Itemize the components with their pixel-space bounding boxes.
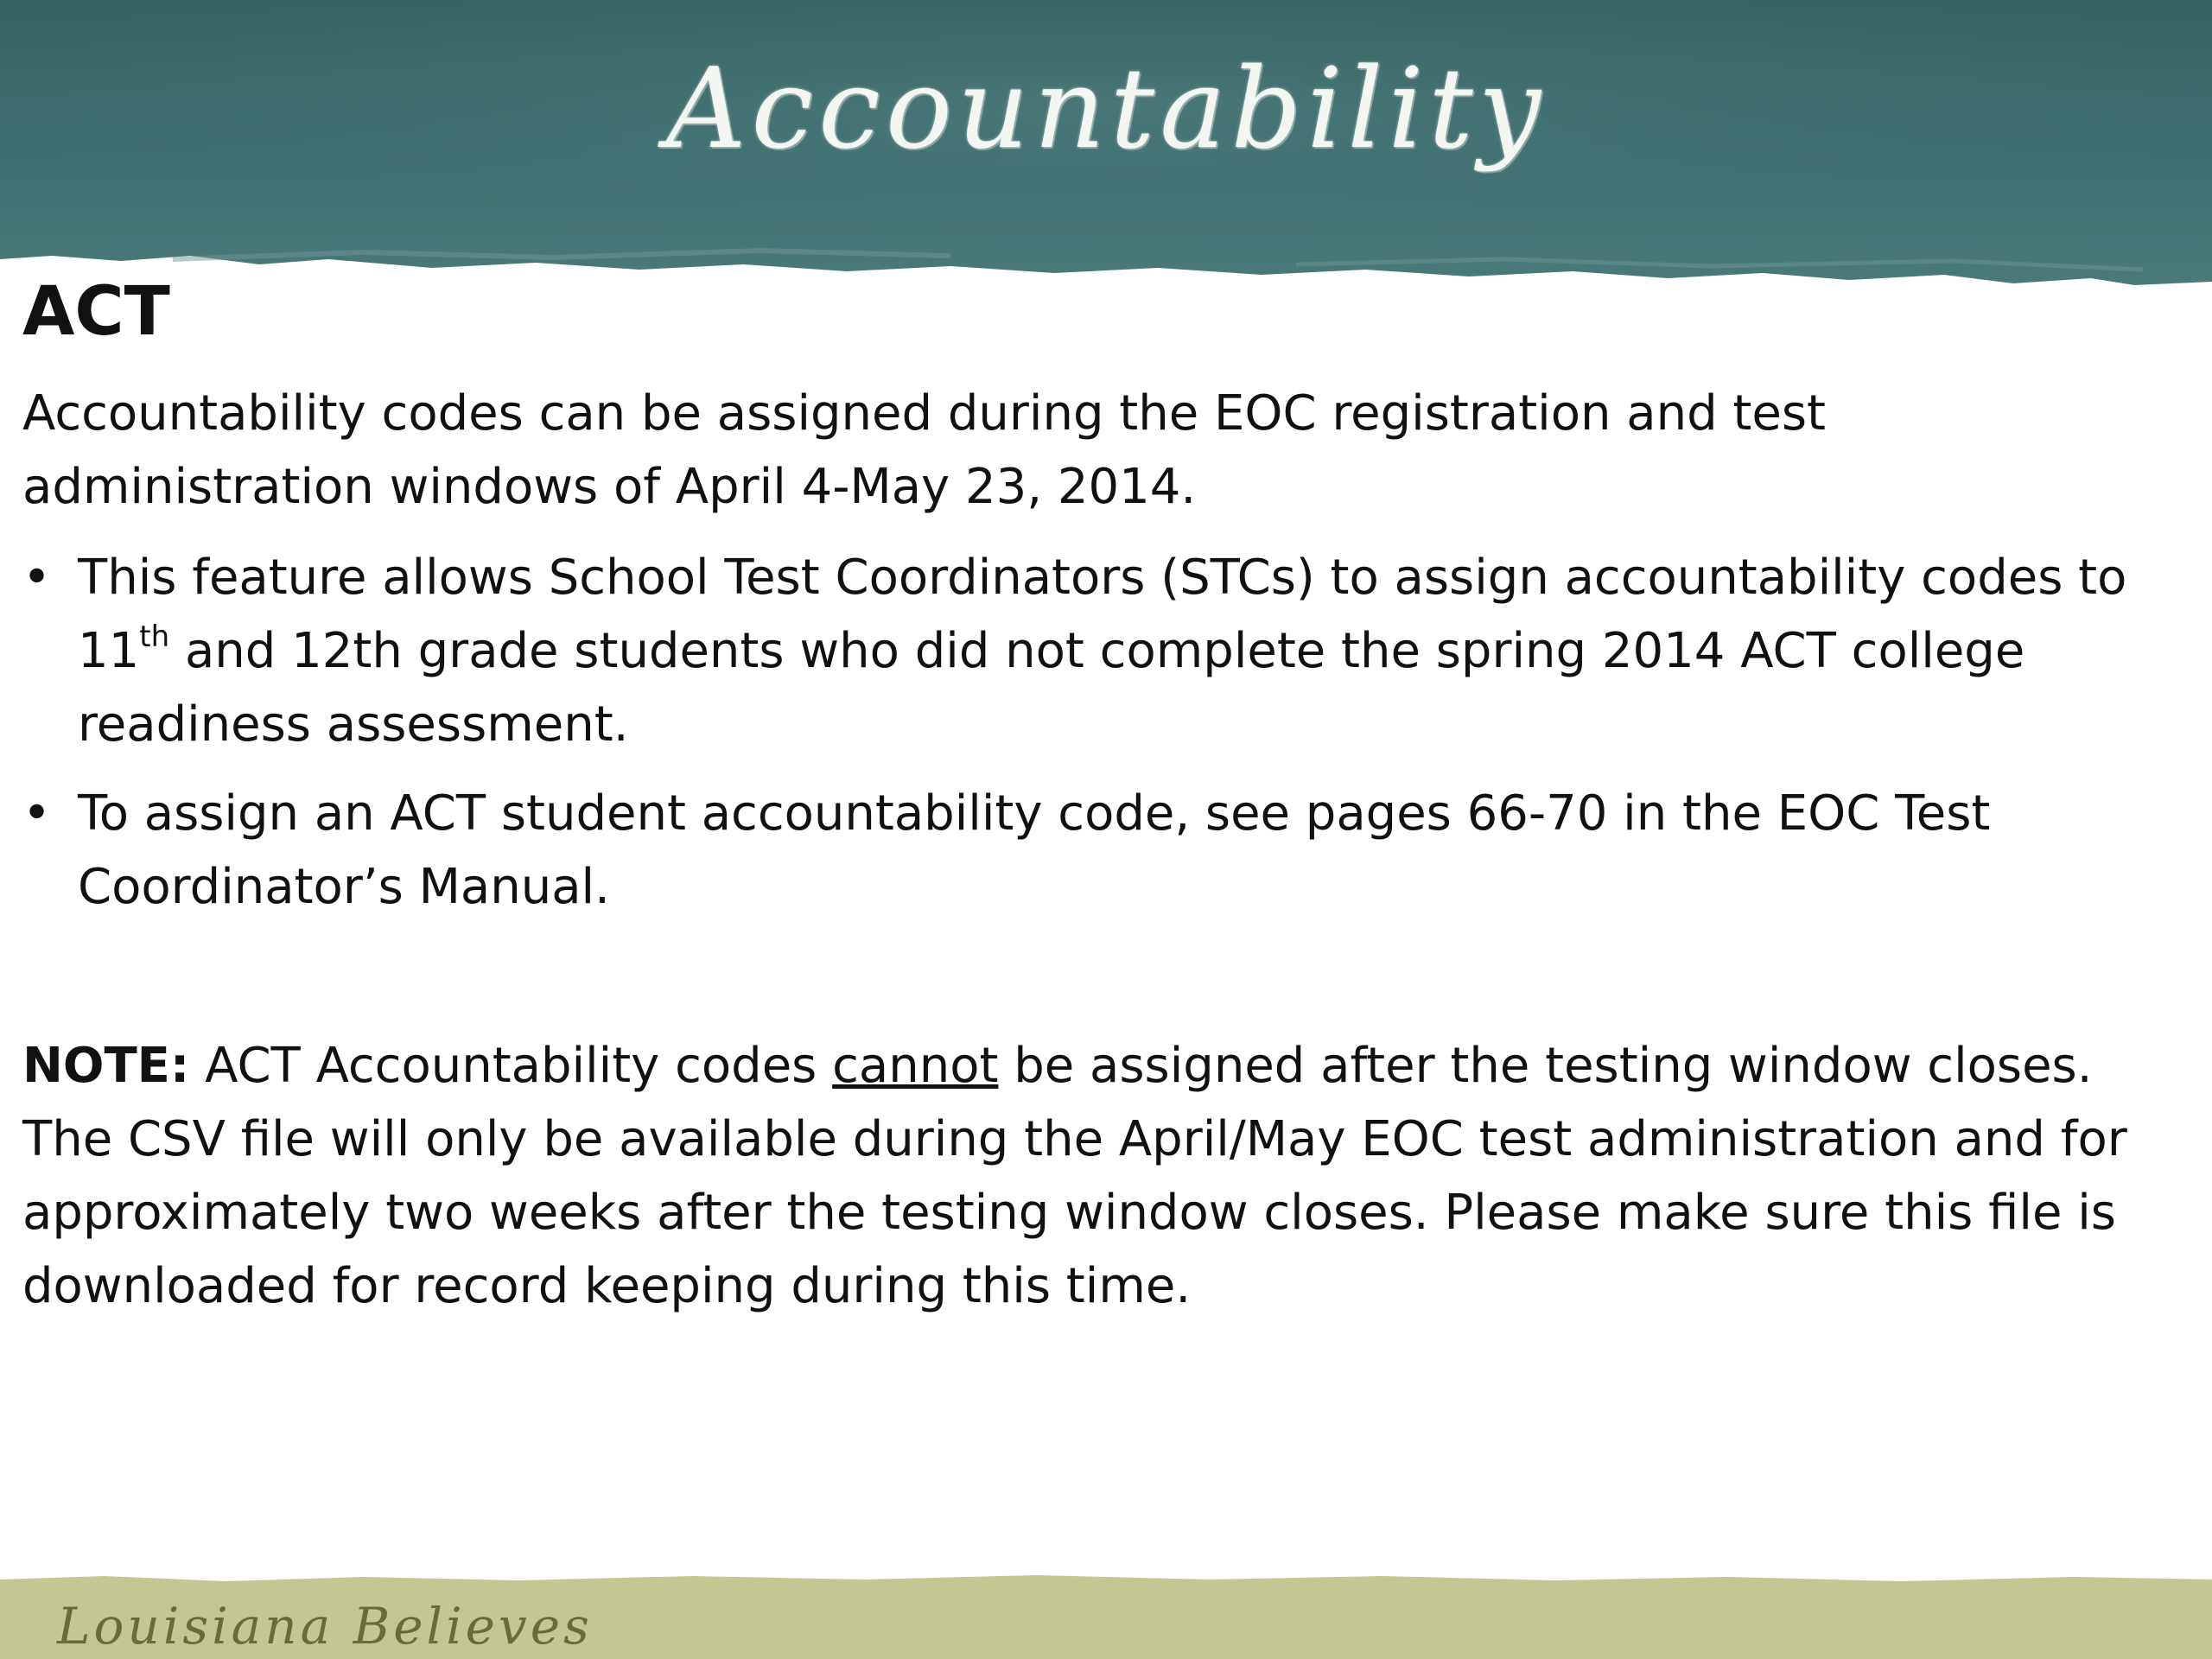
note-emphasis: cannot bbox=[832, 1038, 999, 1094]
slide-body bbox=[22, 273, 2183, 1323]
footer-brand-text: Louisiana Believes bbox=[57, 1597, 593, 1656]
bullet-text-part: and 12th grade students who did not complete the spring 2014 ACT college readiness assessment. bbox=[78, 623, 2025, 753]
slide-title: Accountability bbox=[666, 45, 1546, 174]
bullet-text: To assign an ACT student accountability code, see pages 66-70 in the EOC Test Coordinator’s Manual. bbox=[78, 785, 1991, 915]
bullet-list bbox=[22, 541, 2183, 924]
note-label: NOTE: bbox=[22, 1038, 190, 1094]
note-paragraph bbox=[22, 1029, 2183, 1323]
intro-paragraph: Accountability codes can be assigned during the EOC registration and test administration windows of April 4-May 23, 2014. bbox=[22, 385, 1826, 515]
bullet-marker: • bbox=[22, 550, 52, 606]
ordinal-superscript: th bbox=[139, 620, 170, 654]
bullet-marker: • bbox=[22, 785, 52, 842]
bullet-item-manual-reference bbox=[22, 777, 2183, 924]
note-text-part: ACT Accountability codes bbox=[189, 1038, 833, 1094]
bullet-text-part: This feature allows School Test Coordinators (STCs) to assign accountability codes to 11 bbox=[78, 550, 2127, 679]
bullet-item-stc-feature bbox=[22, 541, 2183, 761]
section-heading: ACT bbox=[22, 273, 170, 351]
note-text-part: be assigned after the testing window closes. The CSV file will only be available during the April/May EOC test administration and for approximately two weeks after the testing window closes. Please make sure this file is downloaded for record keeping during this time. bbox=[22, 1038, 2127, 1314]
